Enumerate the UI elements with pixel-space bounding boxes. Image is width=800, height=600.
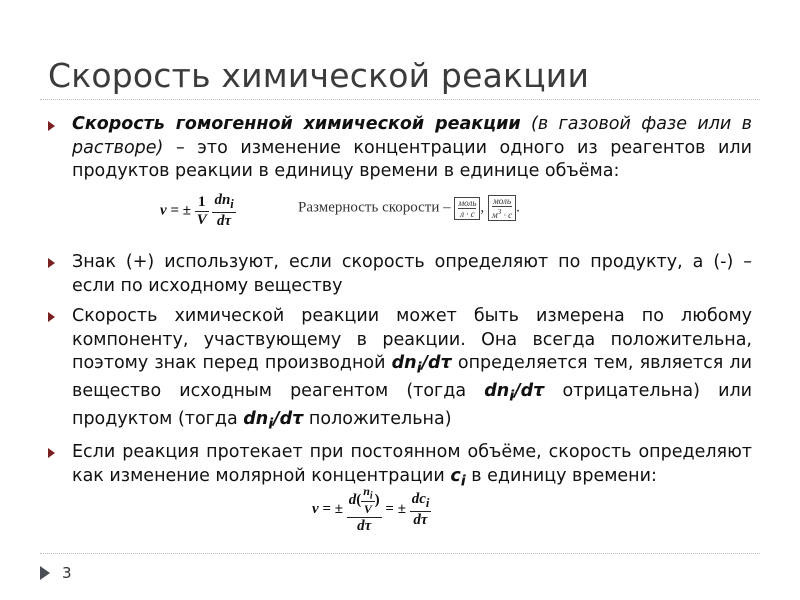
unit-mol-per-l-s [454,197,480,220]
derivative-2-sub: i [509,387,515,405]
unit2-num: моль [493,196,512,206]
formula2-dc-sub: i [425,495,430,510]
footer-divider [40,553,760,554]
bullet-icon [48,121,58,131]
bullet-icon [48,258,58,268]
derivative-1: dn [391,353,417,373]
fraction-den: V [196,211,207,228]
formula2-mid: = ± [385,501,406,518]
bullet-icon [48,448,58,458]
fraction-dn-dt [212,192,235,230]
p3-text-d: положительна) [303,409,452,429]
fraction-dn: dn [214,192,231,208]
p4-text-b: в единицу времени: [465,465,657,486]
formula2-den: dτ [357,518,372,535]
rate-formula [160,192,236,230]
formula2-inner-sub: i [369,490,373,502]
bullet-icon [48,312,58,322]
derivative-3-tail: /dτ [273,409,304,429]
formula2-lhs: v = ± [312,501,343,518]
fraction-num: 1 [195,194,209,212]
derivative-3-sub: i [268,415,274,433]
unit1-num: моль [458,197,477,208]
p3-text-a: Скорость химической реакции может быть измерена по любому компоненту, участвующему в реакции. Она всегда положительна, поэтому знак перед производной [72,306,752,373]
unit2-den-tail: · с [501,210,513,220]
page-number: 3 [62,564,72,582]
p3-text-c: отрицательна) или продуктом (тогда [72,381,753,429]
definition-qualifier: (в газовой фазе или в растворе) [72,114,752,158]
formula2-dc: dc [411,490,426,507]
formula-lhs: v = ± [160,202,191,219]
derivative-3: dn [243,409,269,429]
p4-text-a: Если реакция протекает при постоянном объёме, скорость определяют как изменение молярной концентрации [72,442,752,486]
formula2-dt: dτ [413,511,428,528]
fraction-d-n-over-v: d( $\frac{n_i}{V}$ ) dτ [348,484,380,535]
paragraph-sign: Знак (+) используют, если скорость определяют по продукту, а (-) – если по исходному веществу [72,252,752,296]
concentration-rate-formula [312,484,431,535]
derivative-2: dn [484,381,510,401]
fraction-dc-dt [410,491,432,529]
fraction-1-over-v [195,194,209,229]
fraction-dt: dτ [217,213,232,229]
unit-mol-per-m3-s [488,195,516,221]
play-arrow-icon [40,566,52,580]
dimension-label: Размерность скорости – [298,199,451,216]
formula2-d: d [348,492,357,509]
definition-term: Скорость гомогенной химической реакции [72,114,521,134]
formula2-inner-num: n [363,484,370,498]
concentration-symbol: c [450,465,461,486]
slide-title: Скорость химической реакции [48,56,590,95]
fraction-dn-sub: i [230,197,234,211]
derivative-1-tail: /dτ [421,353,452,373]
concentration-sub: i [460,472,466,489]
derivative-1-sub: i [416,359,422,377]
derivative-2-tail: /dτ [514,381,545,401]
title-divider [40,99,760,100]
paragraph-definition [72,113,752,184]
definition-text: – это изменение концентрации одного из реагентов или продуктов реакции в единицу времени в единице объёма: [72,137,752,181]
p3-text-b: определяется тем, является ли вещество исходным реагентом (тогда [72,353,752,401]
paragraph-measurement [72,305,752,436]
unit2-den: м [491,210,498,220]
formula2-inner-den: V [363,502,372,517]
rate-dimension: Размерность скорости – моль л · с , моль $м^3 \cdot с$ . [298,196,520,220]
unit1-den: л · с [460,208,475,219]
unit2-exp: 3 [497,207,502,216]
